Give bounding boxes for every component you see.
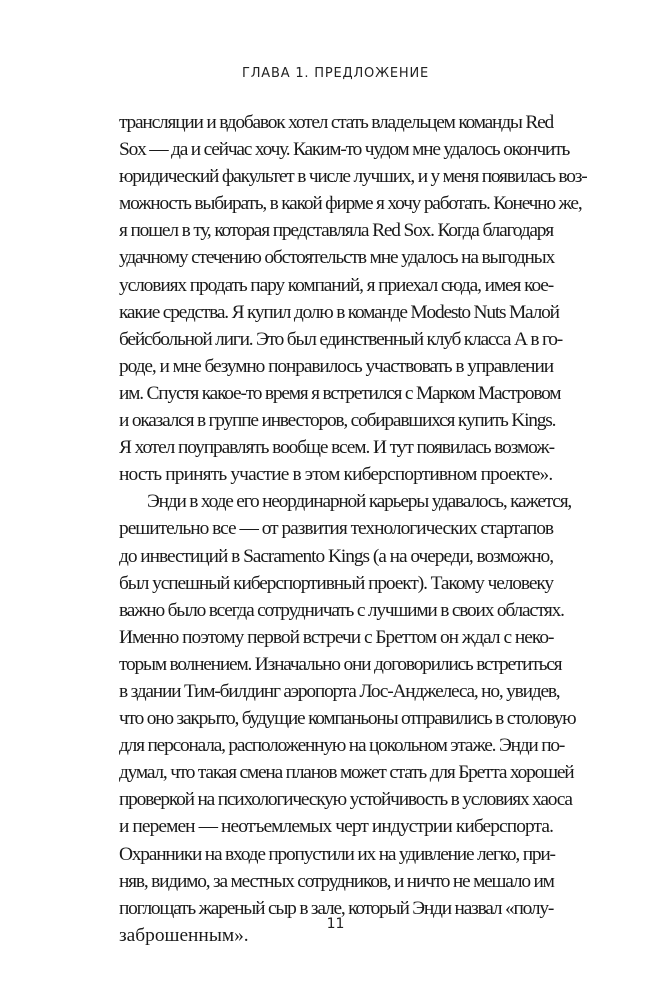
text-line: Я хотел поуправлять вообще всем. И тут появилась возмож- [119,437,554,459]
text-line: няв, видимо, за местных сотрудников, и ничто не мешало им [119,870,554,892]
text-line: можность выбирать, в какой фирме я хочу работать. Конечно же, [119,193,582,215]
running-header: ГЛАВА 1. ПРЕДЛОЖЕНИЕ [242,66,429,81]
text-line: Именно поэтому первой встречи с Бреттом он ждал с неко- [119,626,554,648]
text-line: какие средства. Я купил долю в команде Modesto Nuts Малой [119,301,559,323]
text-line: важно было всегда сотрудничать с лучшими в своих областях. [119,599,564,621]
text-line: Охранники на входе пропустили их на удивление легко, при- [119,843,555,865]
text-line: бейсбольной лиги. Это был единственный клуб класса А в го- [119,328,563,350]
text-line: и оказался в группе инвесторов, собиравшихся купить Kings. [119,410,556,432]
text-line: был успешный киберспортивный проект). Такому человеку [119,572,553,594]
text-line: думал, что такая смена планов может стать для Бретта хорошей [119,762,574,784]
text-line: Энди в ходе его неординарной карьеры удавалось, кажется, [147,491,572,513]
text-line: трансляции и вдобавок хотел стать владельцем команды Red [119,112,554,133]
text-line: юридический факультет в числе лучших, и у меня появилась воз- [119,166,587,188]
text-line: что оно закрыто, будущие компаньоны отправились в столовую [119,708,576,730]
text-line: условиях продать пару компаний, я приехал сюда, имея кое- [119,274,554,296]
text-line: Sox — да и сейчас хочу. Каким-то чудом мне удалось окончить [119,139,570,161]
text-line: поглощать жареный сыр в зале, который Энди назвал «полу- [119,897,554,919]
text-line: заброшенным». [119,924,249,946]
paragraph-2 [119,488,576,949]
text-line: для персонала, расположенную на цокольном этаже. Энди по- [119,735,565,757]
text-line: до инвестиций в Sacramento Kings (а на очереди, возможно, [119,545,553,567]
text-line: удачному стечению обстоятельств мне удалось на выгодных [119,247,555,269]
text-line: роде, и мне безумно понравилось участвовать в управлении [119,355,553,377]
body-text [119,109,587,949]
text-line: проверкой на психологическую устойчивость в условиях хаоса [119,789,572,811]
text-line: им. Спустя какое-то время я встретился с Марком Мастровом [119,382,561,404]
text-line: решительно все — от развития технологических стартапов [119,518,554,540]
text-line: я пошел в ту, которая представляла Red Sox. Когда благодаря [119,220,553,242]
paragraph-1 [119,109,587,488]
text-line: торым волнением. Изначально они договорились встретиться [119,653,562,675]
page-number: 11 [326,916,345,932]
text-line: и перемен — неотъемлемых черт индустрии киберспорта. [119,816,554,838]
text-line: ность принять участие в этом киберспортивном проекте». [119,464,553,486]
text-line: в здании Тим-билдинг аэропорта Лос-Анджелеса, но, увидев, [119,680,560,702]
